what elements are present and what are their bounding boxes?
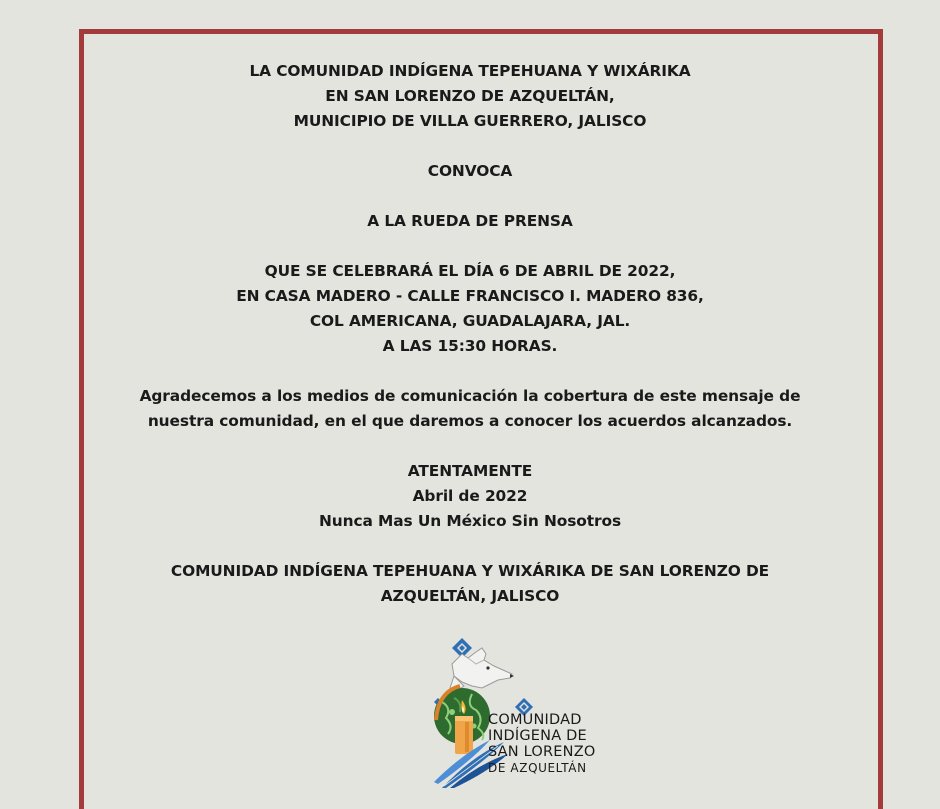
logo-line-2: INDÍGENA DE (488, 728, 587, 744)
closing-line-3: Nunca Mas Un México Sin Nosotros (318, 512, 622, 530)
event-line-2: EN CASA MADERO - CALLE FRANCISCO I. MADERO 836, (236, 287, 704, 305)
subject-heading: A LA RUEDA DE PRENSA (367, 212, 573, 230)
logo-line-3: SAN LORENZO (488, 744, 596, 760)
header-line-3: MUNICIPIO DE VILLA GUERRERO, JALISCO (293, 112, 647, 130)
logo-line-1: COMUNIDAD (488, 712, 582, 728)
closing-line-1: ATENTAMENTE (407, 462, 533, 480)
closing-block (0, 459, 940, 534)
convoca-heading: CONVOCA (427, 162, 513, 180)
event-line-4: A LAS 15:30 HORAS. (382, 337, 558, 355)
signature-block (0, 559, 940, 609)
header-block (0, 59, 940, 134)
thanks-paragraph: Agradecemos a los medios de comunicación la cobertura de este mensaje de nuestra comunidad, en el que daremos a conocer los acuerdos alcanzados. (139, 387, 801, 430)
closing-line-2: Abril de 2022 (412, 487, 528, 505)
header-line-1: LA COMUNIDAD INDÍGENA TEPEHUANA Y WIXÁRIKA (249, 62, 691, 80)
event-line-3: COL AMERICANA, GUADALAJARA, JAL. (309, 312, 631, 330)
signature-line-1: COMUNIDAD INDÍGENA TEPEHUANA Y WIXÁRIKA DE SAN LORENZO DE (170, 562, 770, 580)
logo-wordmark (488, 712, 595, 776)
event-line-1: QUE SE CELEBRARÁ EL DÍA 6 DE ABRIL DE 2022, (264, 262, 676, 280)
signature-line-2: AZQUELTÁN, JALISCO (380, 587, 560, 605)
document-body (0, 59, 940, 609)
header-line-2: EN SAN LORENZO DE AZQUELTÁN, (325, 87, 615, 105)
logo-line-4: DE AZQUELTÁN (488, 761, 587, 775)
event-details (0, 259, 940, 359)
